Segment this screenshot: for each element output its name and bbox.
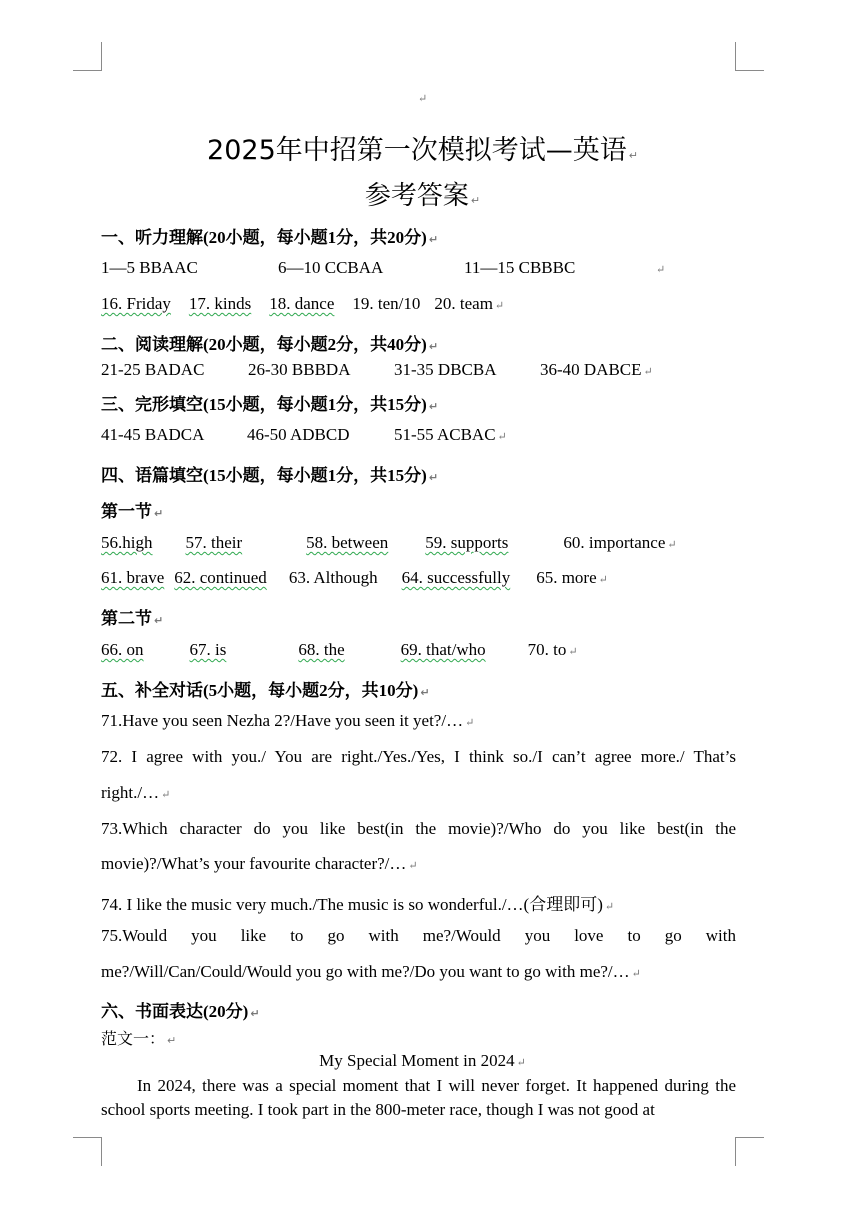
paragraph-mark: ↵ xyxy=(428,471,439,484)
section-heading-passage-fill xyxy=(101,461,741,486)
answer-group: 26-30 BBBDA xyxy=(248,360,351,379)
answer-row xyxy=(101,294,741,314)
answer-item: 20. team xyxy=(434,294,493,313)
answer-row xyxy=(101,533,741,553)
subsection-heading xyxy=(101,497,741,522)
answer-73-line2 xyxy=(101,854,741,874)
answer-item: 66. on xyxy=(101,640,144,659)
paragraph-mark: ↵ xyxy=(167,1034,177,1047)
answer-group: 41-45 BADCA xyxy=(101,425,205,444)
document-title-text: 2025年中招第一次模拟考试—英语 xyxy=(207,135,627,166)
subsection-heading xyxy=(101,604,741,629)
document-title xyxy=(0,128,845,167)
section-heading-text: 五、补全对话 xyxy=(101,681,203,701)
paragraph-mark: ↵ xyxy=(667,539,677,551)
answer-item: 18. dance xyxy=(269,294,335,313)
answer-item: 57. their xyxy=(185,533,243,552)
paragraph-mark: ↵ xyxy=(428,233,439,246)
paragraph-mark: ↵ xyxy=(470,194,481,207)
margin-corner-bottom-left xyxy=(73,1137,102,1166)
answer-72-line1: 72. I agree with you./ You are right./Yes./Yes, I think so./I can’t agree more./ That’s xyxy=(101,747,736,766)
paragraph-mark: ↵ xyxy=(408,860,418,872)
answer-row xyxy=(101,360,741,380)
answer-74 xyxy=(101,890,741,915)
section-heading-writing xyxy=(101,997,741,1022)
paragraph-mark: ↵ xyxy=(604,901,615,913)
essay-title xyxy=(0,1051,845,1071)
paragraph-mark: ↵ xyxy=(161,789,171,801)
answer-group: 31-35 DBCBA xyxy=(394,360,497,379)
paragraph-mark: ↵ xyxy=(643,366,653,378)
answer-group: 21-25 BADAC xyxy=(101,360,205,379)
section-heading-score: (15小题，每小题1分，共15分) xyxy=(203,395,427,414)
answer-text: right./… xyxy=(101,783,160,802)
answer-group: 6—10 CCBAA xyxy=(278,258,384,277)
answer-item: 59. supports xyxy=(425,533,509,552)
answer-item: 58. between xyxy=(306,533,389,552)
answer-item: 67. is xyxy=(189,640,227,659)
essay-title-text: My Special Moment in 2024 xyxy=(319,1051,515,1070)
section-heading-listening xyxy=(101,223,741,248)
answer-row xyxy=(101,640,741,660)
answer-text: movie)?/What’s your favourite character?/… xyxy=(101,854,407,873)
section-heading-score: (20小题，每小题2分，共40分) xyxy=(203,335,427,354)
section-heading-text: 六、书面表达 xyxy=(101,1002,203,1022)
paragraph-mark: ↵ xyxy=(497,431,507,443)
paragraph-mark: ↵ xyxy=(418,93,428,105)
answer-item: 17. kinds xyxy=(188,294,252,313)
paragraph-mark: ↵ xyxy=(428,340,439,353)
paragraph-mark: ↵ xyxy=(154,614,164,627)
section-heading-text: 一、听力理解 xyxy=(101,228,203,248)
section-heading-reading xyxy=(101,330,741,355)
answer-item: 65. more xyxy=(536,568,597,587)
answer-text: 71.Have you seen Nezha 2?/Have you seen it yet?/… xyxy=(101,711,464,730)
answer-item: 60. importance xyxy=(563,533,666,552)
answer-71 xyxy=(101,711,741,731)
answer-item: 16. Friday xyxy=(101,294,171,313)
paragraph-mark: ↵ xyxy=(428,400,439,413)
document-subtitle xyxy=(0,175,845,212)
answer-item: 64. successfully xyxy=(401,568,511,587)
answer-row xyxy=(101,258,741,278)
answer-item: 19. ten/10 xyxy=(352,294,421,313)
answer-item: 56.high xyxy=(101,533,153,552)
section-heading-text: 二、阅读理解 xyxy=(101,335,203,355)
answer-75-line2 xyxy=(101,962,741,982)
paragraph-mark: ↵ xyxy=(494,300,505,312)
answer-item: 62. continued xyxy=(174,568,267,587)
paragraph-mark: ↵ xyxy=(598,574,608,586)
paragraph-mark: ↵ xyxy=(628,149,638,162)
paragraph-mark: ↵ xyxy=(465,717,475,729)
section-heading-dialogue xyxy=(101,676,741,701)
document-subtitle-text: 参考答案 xyxy=(364,181,469,211)
section-heading-text: 四、语篇填空 xyxy=(101,466,203,486)
paragraph-mark: ↵ xyxy=(656,264,666,276)
sample-label-text: 范文一： xyxy=(101,1029,166,1048)
subsection-heading-text: 第一节 xyxy=(101,502,152,522)
essay-body: In 2024, there was a special moment that I will never forget. It happened during the school sports meeting. I took part in the 800-meter race, though I was not good at xyxy=(101,1076,736,1119)
answer-72-line2 xyxy=(101,783,741,803)
answer-group: 1—5 BBAAC xyxy=(101,258,198,277)
paragraph-mark: ↵ xyxy=(516,1057,526,1069)
margin-corner-top-left xyxy=(73,42,102,71)
paragraph-mark: ↵ xyxy=(568,646,578,658)
answer-row xyxy=(101,568,741,588)
paragraph-mark: ↵ xyxy=(250,1007,260,1020)
answer-text: me?/Will/Can/Could/Would you go with me?/Do you want to go with me?/… xyxy=(101,962,630,981)
answer-group: 46-50 ADBCD xyxy=(247,425,350,444)
answer-item: 68. the xyxy=(298,640,345,659)
section-heading-score: (5小题，每小题2分，共10分) xyxy=(203,681,419,700)
answer-group: 36-40 DABCE xyxy=(540,360,642,379)
section-heading-cloze xyxy=(101,390,741,415)
answer-item: 70. to xyxy=(527,640,567,659)
paragraph-mark: ↵ xyxy=(420,686,430,699)
answer-text: 74. I like the music very much./The music is so wonderful./…(合理即可) xyxy=(101,895,603,914)
sample-essay-label xyxy=(101,1026,741,1049)
margin-corner-top-right xyxy=(735,42,764,71)
answer-item: 61. brave xyxy=(101,568,165,587)
section-heading-score: (20分) xyxy=(203,1002,249,1021)
section-heading-score: (15小题，每小题1分，共15分) xyxy=(203,466,427,485)
paragraph-mark: ↵ xyxy=(631,968,641,980)
paragraph-mark: ↵ xyxy=(154,507,164,520)
answer-item: 69. that/who xyxy=(400,640,486,659)
answer-75-line1: 75.Would you like to go with me?/Would you love to go with xyxy=(101,926,736,945)
subsection-heading-text: 第二节 xyxy=(101,609,152,629)
answer-group: 51-55 ACBAC xyxy=(394,425,496,444)
answer-item: 63. Although xyxy=(288,568,378,587)
section-heading-score: (20小题，每小题1分，共20分) xyxy=(203,228,427,247)
section-heading-text: 三、完形填空 xyxy=(101,395,203,415)
margin-corner-bottom-right xyxy=(735,1137,764,1166)
answer-group: 11—15 CBBBC xyxy=(464,258,576,277)
answer-73-line1: 73.Which character do you like best(in the movie)?/Who do you like best(in the xyxy=(101,819,736,838)
answer-row xyxy=(101,425,741,445)
